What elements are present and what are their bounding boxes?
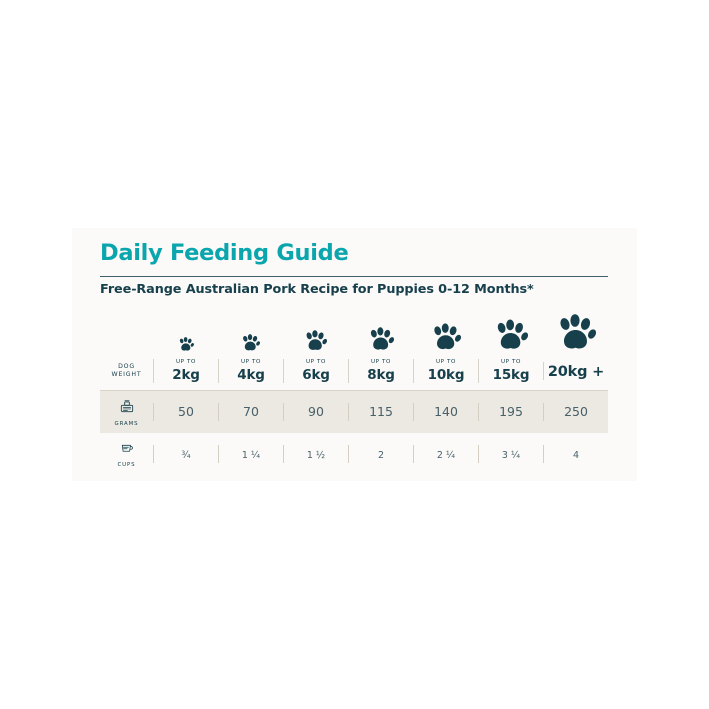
weight-value-2: 6kg	[302, 367, 330, 383]
cups-value-3: 2	[377, 450, 385, 461]
grams-cell-6	[543, 403, 608, 421]
cups-cell-6	[543, 445, 608, 463]
cups-value-1: 1 ¼	[241, 450, 261, 461]
paw-cell-2	[283, 310, 348, 352]
paw-print-icon	[543, 310, 608, 352]
grams-cell-0	[153, 403, 218, 421]
feeding-guide-card	[72, 228, 637, 481]
paw-print-icon	[413, 310, 478, 352]
weight-cell-3	[348, 359, 413, 383]
cups-value-6: 4	[572, 450, 580, 461]
weight-cell-2	[283, 359, 348, 383]
upto-label-5: UP TO	[500, 359, 522, 365]
cups-value-2: 1 ½	[306, 450, 326, 461]
paw-cell-1	[218, 310, 283, 352]
cups-value-0: ¾	[181, 450, 191, 461]
cups-cell-2	[283, 445, 348, 463]
grams-value-1: 70	[243, 404, 259, 419]
grams-value-2: 90	[308, 404, 324, 419]
grams-value-3: 115	[369, 404, 393, 419]
weight-value-0: 2kg	[172, 367, 200, 383]
cups-label: CUPS	[117, 462, 136, 468]
weight-value-4: 10kg	[427, 367, 465, 383]
cups-cell-5	[478, 445, 543, 463]
paw-cell-6	[543, 310, 608, 352]
row-header-grams	[100, 398, 153, 427]
cups-cell-3	[348, 445, 413, 463]
table-row-weights	[100, 352, 608, 390]
paw-cell-5	[478, 310, 543, 352]
cups-value-4: 2 ¼	[436, 450, 456, 461]
weight-cell-5	[478, 359, 543, 383]
grams-cell-5	[478, 403, 543, 421]
upto-label-0: UP TO	[175, 359, 197, 365]
measuring-cup-icon	[119, 440, 135, 460]
weight-value-3: 8kg	[367, 367, 395, 383]
grams-value-6: 250	[564, 404, 588, 419]
weight-cell-4	[413, 359, 478, 383]
table-row-paws	[100, 310, 608, 352]
cups-cell-0	[153, 445, 218, 463]
weight-cell-0	[153, 359, 218, 383]
cups-cell-4	[413, 445, 478, 463]
weight-cell-1	[218, 359, 283, 383]
kitchen-scale-icon	[119, 398, 135, 419]
grams-value-5: 195	[499, 404, 523, 419]
dog-weight-label-line1: DOG	[118, 362, 135, 370]
grams-cell-2	[283, 403, 348, 421]
upto-label-1: UP TO	[240, 359, 262, 365]
weight-value-6: 20kg +	[547, 364, 605, 380]
row-header-dog-weight	[100, 363, 153, 380]
table-row-grams	[100, 391, 608, 433]
page-title: Daily Feeding Guide	[100, 240, 349, 266]
grams-cell-3	[348, 403, 413, 421]
grams-label: GRAMS	[114, 420, 139, 427]
upto-label-4: UP TO	[435, 359, 457, 365]
paw-cell-0	[153, 310, 218, 352]
paw-print-icon	[348, 310, 413, 352]
grams-cell-4	[413, 403, 478, 421]
cups-value-5: 3 ¼	[501, 450, 521, 461]
paw-print-icon	[153, 310, 218, 352]
row-header-cups	[100, 440, 153, 468]
weight-value-5: 15kg	[492, 367, 530, 383]
paw-cell-4	[413, 310, 478, 352]
paw-cell-3	[348, 310, 413, 352]
grams-cell-1	[218, 403, 283, 421]
weight-value-1: 4kg	[237, 367, 265, 383]
table-row-cups	[100, 433, 608, 475]
grams-value-4: 140	[434, 404, 458, 419]
paw-print-icon	[218, 310, 283, 352]
feeding-table	[100, 310, 608, 475]
cups-cell-1	[218, 445, 283, 463]
dog-weight-label-line2: WEIGHT	[111, 371, 142, 378]
paw-print-icon	[283, 310, 348, 352]
paw-print-icon	[478, 310, 543, 352]
upto-label-2: UP TO	[305, 359, 327, 365]
weight-cell-6	[543, 362, 608, 380]
upto-label-3: UP TO	[370, 359, 392, 365]
grams-value-0: 50	[178, 404, 194, 419]
title-divider	[100, 276, 608, 277]
page-subtitle: Free-Range Australian Pork Recipe for Puppies 0-12 Months*	[100, 282, 534, 297]
